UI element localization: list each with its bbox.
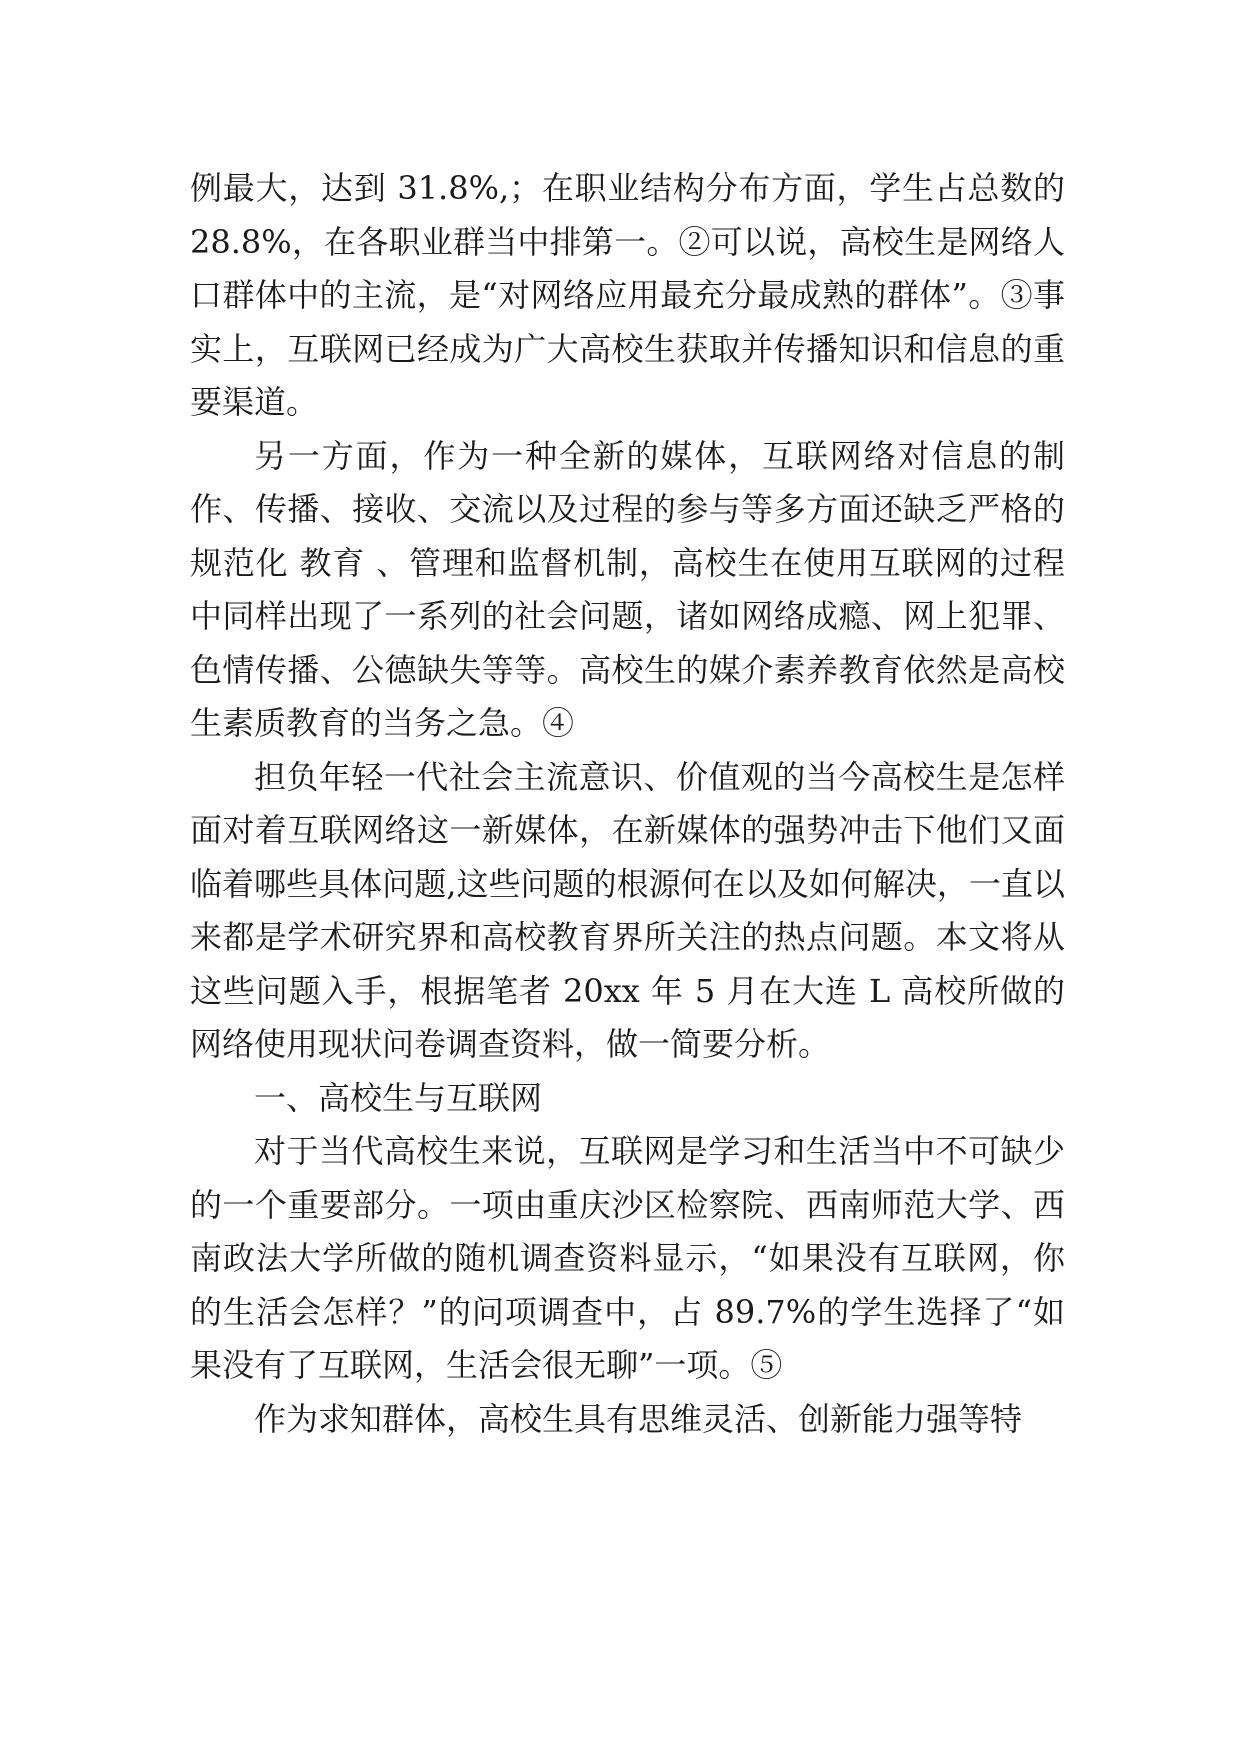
paragraph-2: 另一方面，作为一种全新的媒体，互联网络对信息的制作、传播、接收、交流以及过程的参与等多方面还缺乏严格的规范化 教育 、管理和监督机制，高校生在使用互联网的过程中同样出现了一系列的社会问题，诸如网络成瘾、网上犯罪、色情传播、公德缺失等等。高校生的媒介素养教育依然是高校生素质教育的当务之急。④: [190, 436, 1065, 742]
paragraph-4: 对于当代高校生来说，互联网是学习和生活当中不可缺少的一个重要部分。一项由重庆沙区检察院、西南师范大学、西南政法大学所做的随机调查资料显示，“如果没有互联网，你的生活会怎样？”的问项调查中，占 89.7%的学生选择了“如果没有了互联网，生活会很无聊”一项。⑤: [190, 1132, 1065, 1384]
paragraph-3: 担负年轻一代社会主流意识、价值观的当今高校生是怎样面对着互联网络这一新媒体，在新媒体的强势冲击下他们又面临着哪些具体问题,这些问题的根源何在以及如何解决，一直以来都是学术研究界和高校教育界所关注的热点问题。本文将从这些问题入手，根据笔者 20xx 年 5 月在大连 L 高校所做的网络使用现状问卷调查资料，做一简要分析。: [190, 757, 1065, 1063]
paragraph-5: 作为求知群体，高校生具有思维灵活、创新能力强等特: [254, 1399, 1023, 1438]
document-body: [190, 162, 1065, 1446]
paragraph-1: 例最大，达到 31.8%,；在职业结构分布方面，学生占总数的 28.8%，在各职业群当中排第一。②可以说，高校生是网络人口群体中的主流，是“对网络应用最充分最成熟的群体”。③事实上，互联网已经成为广大高校生获取并传播知识和信息的重要渠道。: [190, 169, 1065, 421]
section-heading: 一、高校生与互联网: [254, 1078, 543, 1117]
